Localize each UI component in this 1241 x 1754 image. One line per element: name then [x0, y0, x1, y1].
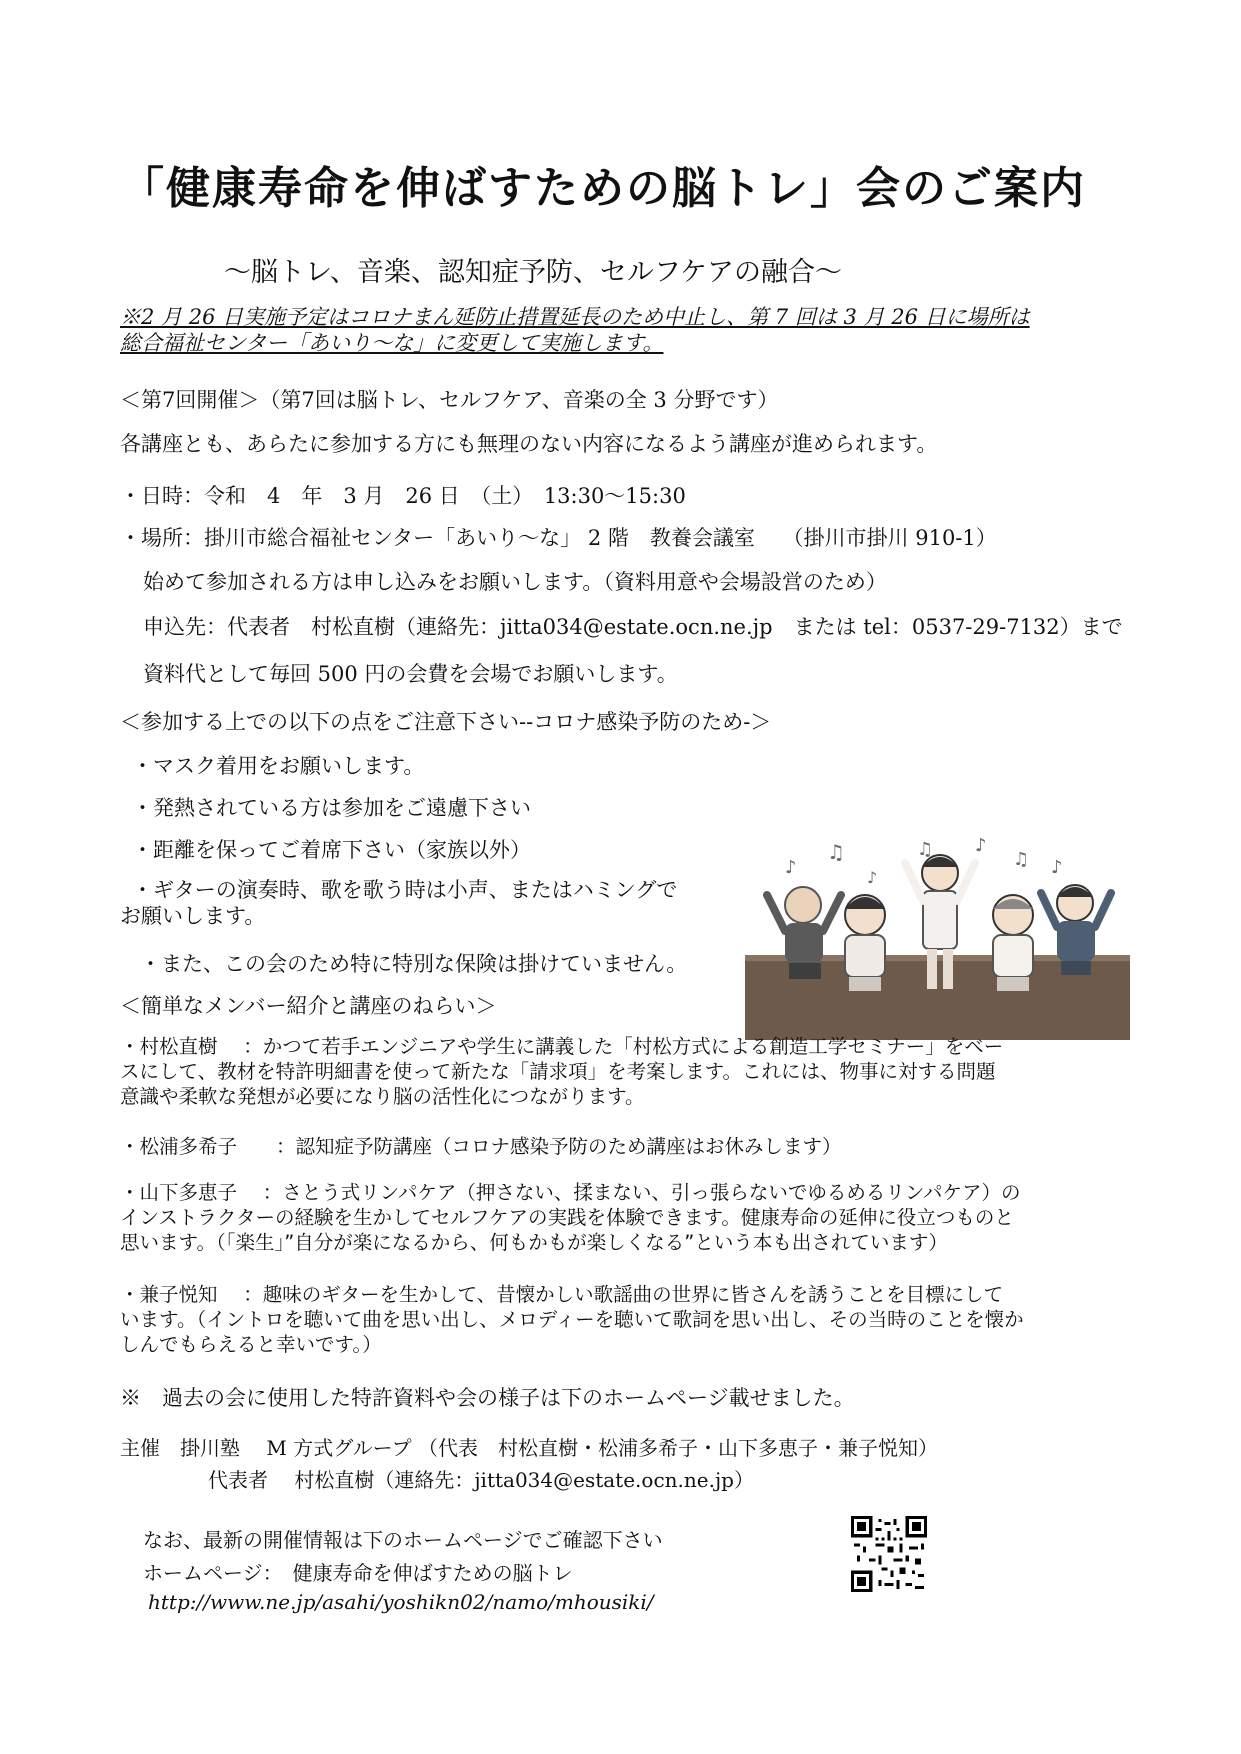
page-subtitle: ～脳トレ、音楽、認知症予防、セルフケアの融合～: [224, 257, 843, 288]
person-icon: [993, 895, 1033, 991]
member-text: ・山下多恵子 ：さとう式リンパケア（押さない、揉まない、引っ張らないでゆるめるリンパケア）の: [120, 1181, 1021, 1204]
place-line: ・場所：掛川市総合福祉センター「あいり～な」 2 階 教養会議室 （掛川市掛川 910-1）: [120, 526, 997, 550]
caution-item: ・マスク着用をお願いします。: [132, 754, 425, 778]
singing-people-illustration: [745, 755, 1130, 1040]
caution-item: ・また、この会のため特に特別な保険は掛けていません。: [140, 952, 688, 976]
svg-text:♪: ♪: [785, 857, 797, 878]
representative-line: 代表者 村松直樹（連絡先：jitta034@estate.ocn.ne.jp）: [208, 1468, 754, 1492]
member-text: ・松浦多希子 ：認知症予防講座（コロナ感染予防のため講座はお休みします）: [120, 1135, 842, 1158]
person-icon: [845, 895, 885, 991]
homepage-note: ※ 過去の会に使用した特許資料や会の様子は下のホームページ載せました。: [120, 1386, 855, 1410]
svg-text:♪: ♪: [867, 868, 878, 887]
member-text: しんでもらえると幸いです。）: [120, 1333, 382, 1356]
member-text: ・兼子悦知 ：趣味のギターを生かして、昔懐かしい歌謡曲の世界に皆さんを誘うことを目標にして: [120, 1283, 1004, 1306]
svg-text:♪: ♪: [1051, 857, 1063, 878]
member-text: います。（イントロを聴いて曲を思い出し、メロディーを聴いて歌詞を思い出し、その当時のことを懐か: [120, 1308, 1024, 1331]
contact-line: 申込先：代表者 村松直樹（連絡先：jitta034@estate.ocn.ne.jp または tel：0537-29-7132）まで: [143, 615, 1123, 639]
apply-note: 始めて参加される方は申し込みをお願いします。（資料用意や会場設営のため）: [143, 570, 887, 594]
caution-item: ・ギターの演奏時、歌を歌う時は小声、またはハミングで: [132, 878, 678, 902]
svg-text:♫: ♫: [827, 840, 845, 864]
intro-text: 各講座とも、あらたに参加する方にも無理のない内容になるよう講座が進められます。: [120, 432, 938, 456]
datetime-line: ・日時：令和 4 年 3 月 26 日 （土） 13:30～15:30: [120, 484, 686, 508]
homepage-url[interactable]: http://www.ne.jp/asahi/yoshikn02/namo/mhousiki/: [148, 1590, 654, 1614]
homepage-label: ホームページ： 健康寿命を伸ばすための脳トレ: [143, 1561, 573, 1585]
fee-line: 資料代として毎回 500 円の会費を会場でお願いします。: [143, 662, 678, 686]
member-entry: [120, 1282, 1130, 1357]
member-text: スにして、教材を特許明細書を使って新たな「請求項」を考案します。これには、物事に対する問題: [120, 1060, 996, 1083]
caution-item: お願いします。: [120, 904, 266, 928]
notice-line: ※2 月 26 日実施予定はコロナまん延防止措置延長のため中止し、第 7 回は 3 月 26 日に場所は: [120, 305, 1030, 329]
session-heading: ＜第7回開催＞（第7回は脳トレ、セルフケア、音楽の全 3 分野です）: [120, 388, 779, 412]
footer-note: なお、最新の開催情報は下のホームページでご確認下さい: [143, 1528, 663, 1552]
cancellation-notice: [120, 304, 1030, 356]
member-text: ・村松直樹 ：かつて若手エンジニアや学生に講義した「村松方式による創造工学セミナー」をベー: [120, 1035, 1004, 1058]
page-title: 「健康寿命を伸ばすための脳トレ」会のご案内: [120, 163, 1086, 214]
member-entry: [120, 1180, 1130, 1255]
svg-text:♫: ♫: [1013, 849, 1030, 870]
qr-code-icon: [851, 1516, 927, 1592]
member-entry: [120, 1034, 1130, 1109]
svg-text:♫: ♫: [917, 839, 934, 860]
svg-text:♪: ♪: [975, 835, 987, 856]
member-text: 思います。（「楽生」”自分が楽になるから、何もかもが楽しくなる”という本も出されています）: [120, 1231, 948, 1254]
members-heading: ＜簡単なメンバー紹介と講座のねらい＞: [120, 994, 497, 1018]
member-entry: [120, 1134, 1130, 1159]
member-text: 意識や柔軟な発想が必要になり脳の活性化につながります。: [120, 1085, 645, 1108]
organizer-line: 主催 掛川塾 M 方式グループ （代表 村松直樹・松浦多希子・山下多恵子・兼子悦知）: [120, 1436, 938, 1460]
member-text: インストラクターの経験を生かしてセルフケアの実践を体験できます。健康寿命の延伸に役立つものと: [120, 1206, 1014, 1229]
caution-item: ・発熱されている方は参加をご遠慮下さい: [132, 796, 531, 820]
notice-line: 総合福祉センター「あいり～な」に変更して実施します。: [120, 331, 664, 355]
caution-item: ・距離を保ってご着席下さい（家族以外）: [132, 838, 531, 862]
caution-heading: ＜参加する上での以下の点をご注意下さい--コロナ感染予防のため-＞: [120, 710, 772, 734]
